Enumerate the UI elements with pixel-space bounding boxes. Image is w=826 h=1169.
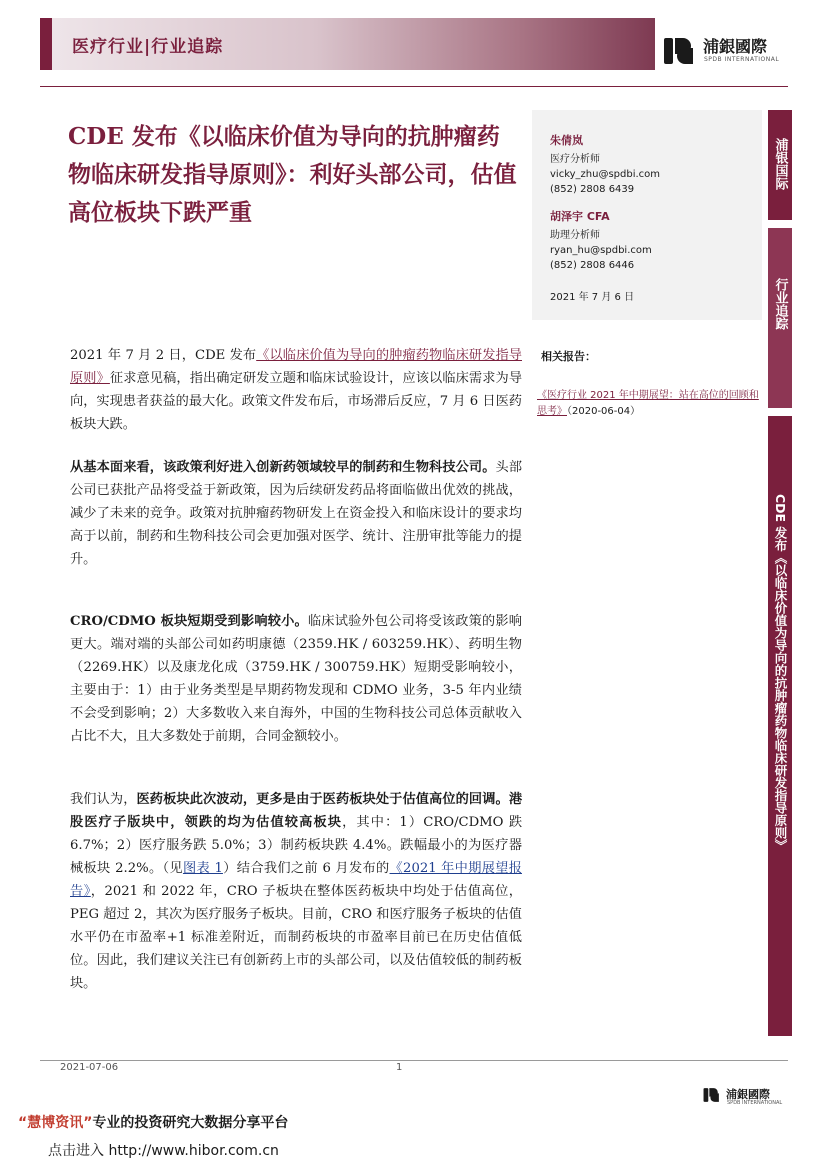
header-section-label: 医疗行业|行业追踪 bbox=[72, 37, 224, 57]
related-report-link[interactable]: 《医疗行业 2021 年中期展望：站在高位的回顾和思考》 bbox=[537, 390, 759, 417]
bold-lead: 医药板块此次波动，更多是由于医药板块处于估值高位的回调。港股医疗子版块中，领跌的均为估值较高板块 bbox=[70, 792, 523, 830]
page-number: 1 bbox=[396, 1062, 403, 1073]
watermark-line bbox=[18, 1112, 288, 1132]
paragraph-cro bbox=[70, 610, 522, 748]
header-divider bbox=[40, 86, 788, 87]
bold-lead: CRO/CDMO 板块短期受到影响较小。 bbox=[70, 614, 308, 629]
logo-text: 浦銀國際 bbox=[703, 37, 768, 56]
midyear-report-link[interactable]: 《2021 年中期展望报告》 bbox=[70, 861, 522, 899]
report-date: 2021 年 7 月 6 日 bbox=[550, 292, 635, 303]
analyst-phone: (852) 2808 6446 bbox=[550, 260, 635, 271]
watermark-link[interactable]: 点击进入 http://www.hibor.com.cn bbox=[48, 1143, 279, 1159]
analyst-role: 助理分析师 bbox=[550, 230, 600, 241]
paragraph-valuation bbox=[70, 788, 522, 995]
paragraph-fundamentals bbox=[70, 456, 522, 571]
analyst-name: 朱倩岚 bbox=[550, 134, 583, 147]
text-run: 我们认为， bbox=[70, 792, 137, 807]
text-run: 2021 年 7 月 2 日，CDE 发布 bbox=[70, 348, 257, 363]
related-reports-heading: 相关报告： bbox=[541, 350, 596, 363]
analyst-phone: (852) 2808 6439 bbox=[550, 184, 635, 195]
footer-logo-icon bbox=[702, 1086, 722, 1104]
guideline-link[interactable]: 《以临床价值为导向的肿瘤药物临床研发指导原则》 bbox=[70, 348, 522, 386]
report-title: CDE 发布《以临床价值为导向的抗肿瘤药物临床研发指导原则》：利好头部公司，估值高位板块下跌严重 bbox=[68, 123, 517, 226]
analyst-panel bbox=[532, 110, 762, 320]
text-run: 头部公司已获批产品将受益于新政策，因为后续研发药品将面临做出优效的挑战，减少了未来的竞争。政策对抗肿瘤药物研发上在资金投入和临床设计的要求均高于以前，制药和生物科技公司会更加强对医学、统计、注册审批等能力的提升。 bbox=[70, 460, 523, 567]
footer-logo-subtext: SPDB INTERNATIONAL bbox=[727, 1100, 783, 1106]
analyst-role: 医疗分析师 bbox=[550, 154, 600, 165]
text-run: ）结合我们之前 6 月发布的 bbox=[222, 861, 390, 876]
tab-report-topic-label: CDE 发布《以临床价值为导向的抗肿瘤药物临床研发指导原则》 bbox=[773, 494, 788, 852]
footer-logo-text: 浦銀國際 bbox=[726, 1088, 770, 1101]
analyst-email[interactable]: ryan_hu@spdbi.com bbox=[550, 245, 652, 256]
footer-divider bbox=[40, 1060, 788, 1061]
tab-spdb bbox=[768, 110, 792, 220]
watermark-brand: “慧博资讯” bbox=[18, 1115, 93, 1131]
text-run: 征求意见稿，指出确定研发立题和临床试验设计，应该以临床需求为导向，实现患者获益的最大化。政策文件发布后，市场滞后反应，7 月 6 日医药板块大跌。 bbox=[70, 371, 523, 432]
spdb-logo-icon bbox=[663, 34, 697, 68]
analyst-name: 胡泽宇 CFA bbox=[550, 210, 610, 223]
tab-spdb-label: 浦银国际 bbox=[772, 138, 788, 190]
watermark-tagline: 专业的投资研究大数据分享平台 bbox=[92, 1115, 289, 1131]
tab-industry-tracking-label: 行业追踪 bbox=[772, 278, 788, 330]
tab-industry-tracking bbox=[768, 228, 792, 408]
text-run: 临床试验外包公司将受该政策的影响更大。端对端的头部公司如药明康德（2359.HK / 603259.HK）、药明生物（2269.HK）以及康龙化成（3759.HK / 300759.HK）短期受影响较小，主要由于：1）由于业务类型是早期药物发现和 CDMO 业务，3-5 年内业绩不会受到影响；2）大多数收入来自海外，中国的生物科技公司总体贡献收入占比不大，且大多数处于前期，合同金额较小。 bbox=[70, 614, 522, 744]
text-run: ，其中：1）CRO/CDMO 跌 6.7%；2）医疗服务跌 5.0%；3）制药板块跌 4.4%。跌幅最小的为医疗器械板块 2.2%。（见 bbox=[70, 815, 523, 876]
logo-subtext: SPDB INTERNATIONAL bbox=[704, 56, 780, 63]
tab-report-topic bbox=[768, 416, 792, 1036]
bold-lead: 从基本面来看，该政策利好进入创新药领域较早的制药和生物科技公司。 bbox=[70, 460, 496, 475]
figure-ref-link[interactable]: 图表 1 bbox=[182, 861, 223, 876]
related-report-date: （2020-06-04） bbox=[567, 406, 641, 417]
footer-date: 2021-07-06 bbox=[60, 1062, 119, 1073]
text-run: ，2021 和 2022 年，CRO 子板块在整体医药板块中均处于估值高位，PEG 超过 2，其次为医疗服务子板块。目前，CRO 和医疗服务子板块的估值水平仍在市盈率+1 标准差附近，而制药板块的市盈率目前已在历史估值低位。因此，我们建议关注已有创新药上市的头部公司，以及估值较低的制药板块。 bbox=[70, 884, 522, 991]
related-report-item bbox=[537, 388, 767, 420]
header-accent bbox=[40, 18, 52, 70]
analyst-email[interactable]: vicky_zhu@spdbi.com bbox=[550, 169, 661, 180]
paragraph-intro bbox=[70, 344, 522, 436]
